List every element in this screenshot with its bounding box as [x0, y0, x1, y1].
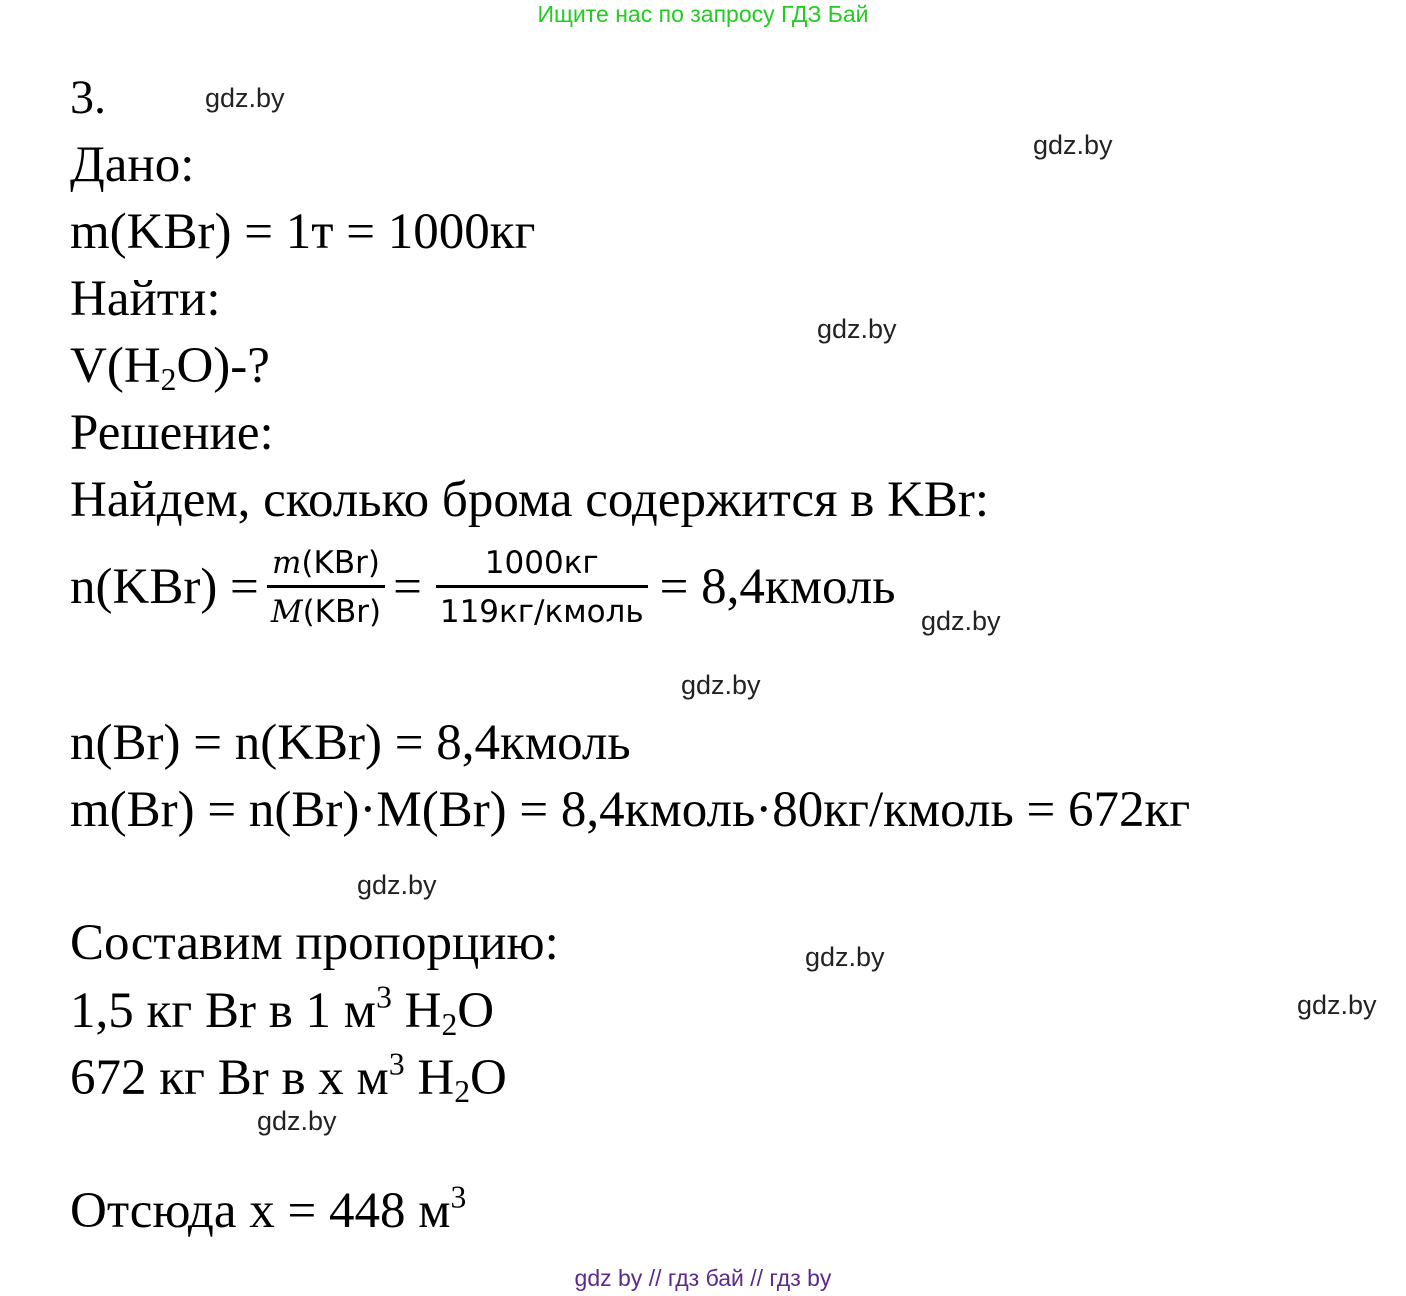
equation-n-br: n(Br) = n(KBr) = 8,4кмоль	[70, 715, 631, 771]
find-value: $V(H_2O)-$?	[70, 338, 270, 397]
watermark: gdz.by	[1033, 130, 1113, 160]
proportion-label: Составим пропорцию:	[70, 915, 559, 971]
equation-n-kbr	[70, 537, 896, 637]
watermark: gdz.by	[921, 606, 1001, 636]
watermark: gdz.by	[681, 670, 761, 700]
step1-text: Найдем, сколько брома содержится в KBr:	[70, 472, 990, 528]
eq1-lhs: n(KBr) =	[70, 559, 259, 615]
proportion-line-1: 1,5 кг Br в 1 $м^3$ $H_2O$	[70, 979, 495, 1042]
proportion-line-2: 672 кг Br в x $м^3$ $H_2O$	[70, 1046, 507, 1109]
top-banner[interactable]: Ищите нас по запросу ГДЗ Бай	[537, 1, 869, 27]
watermark: gdz.by	[805, 942, 885, 972]
problem-number: 3.	[70, 71, 106, 124]
find-label: Найти:	[70, 271, 221, 327]
fraction-m-over-M: $\frac{\text{m(KBr)}}{\text{M(KBr)}}$	[267, 545, 385, 630]
watermark: gdz.by	[1297, 990, 1377, 1020]
watermark: gdz.by	[205, 83, 285, 113]
watermark: gdz.by	[357, 870, 437, 900]
equation-m-br: m(Br) = n(Br)·M(Br) = 8,4кмоль·80кг/кмоль = 672кг	[70, 782, 1191, 838]
answer-line: Отсюда x = 448 $м^3$	[70, 1179, 467, 1239]
footer-links[interactable]: gdz by // гдз бай // гдз by	[574, 1265, 832, 1291]
eq1-result: = 8,4кмоль	[659, 559, 896, 615]
eq1-equals: =	[393, 559, 422, 615]
watermark: gdz.by	[257, 1106, 337, 1136]
given-label: Дано:	[70, 137, 195, 193]
given-value: m(KBr) = 1т = 1000кг	[70, 204, 536, 260]
solution-label: Решение:	[70, 405, 274, 461]
fraction-values: $\frac{1000кг}{\text{119кг/кмоль}}$	[436, 545, 648, 630]
watermark: gdz.by	[817, 314, 897, 344]
